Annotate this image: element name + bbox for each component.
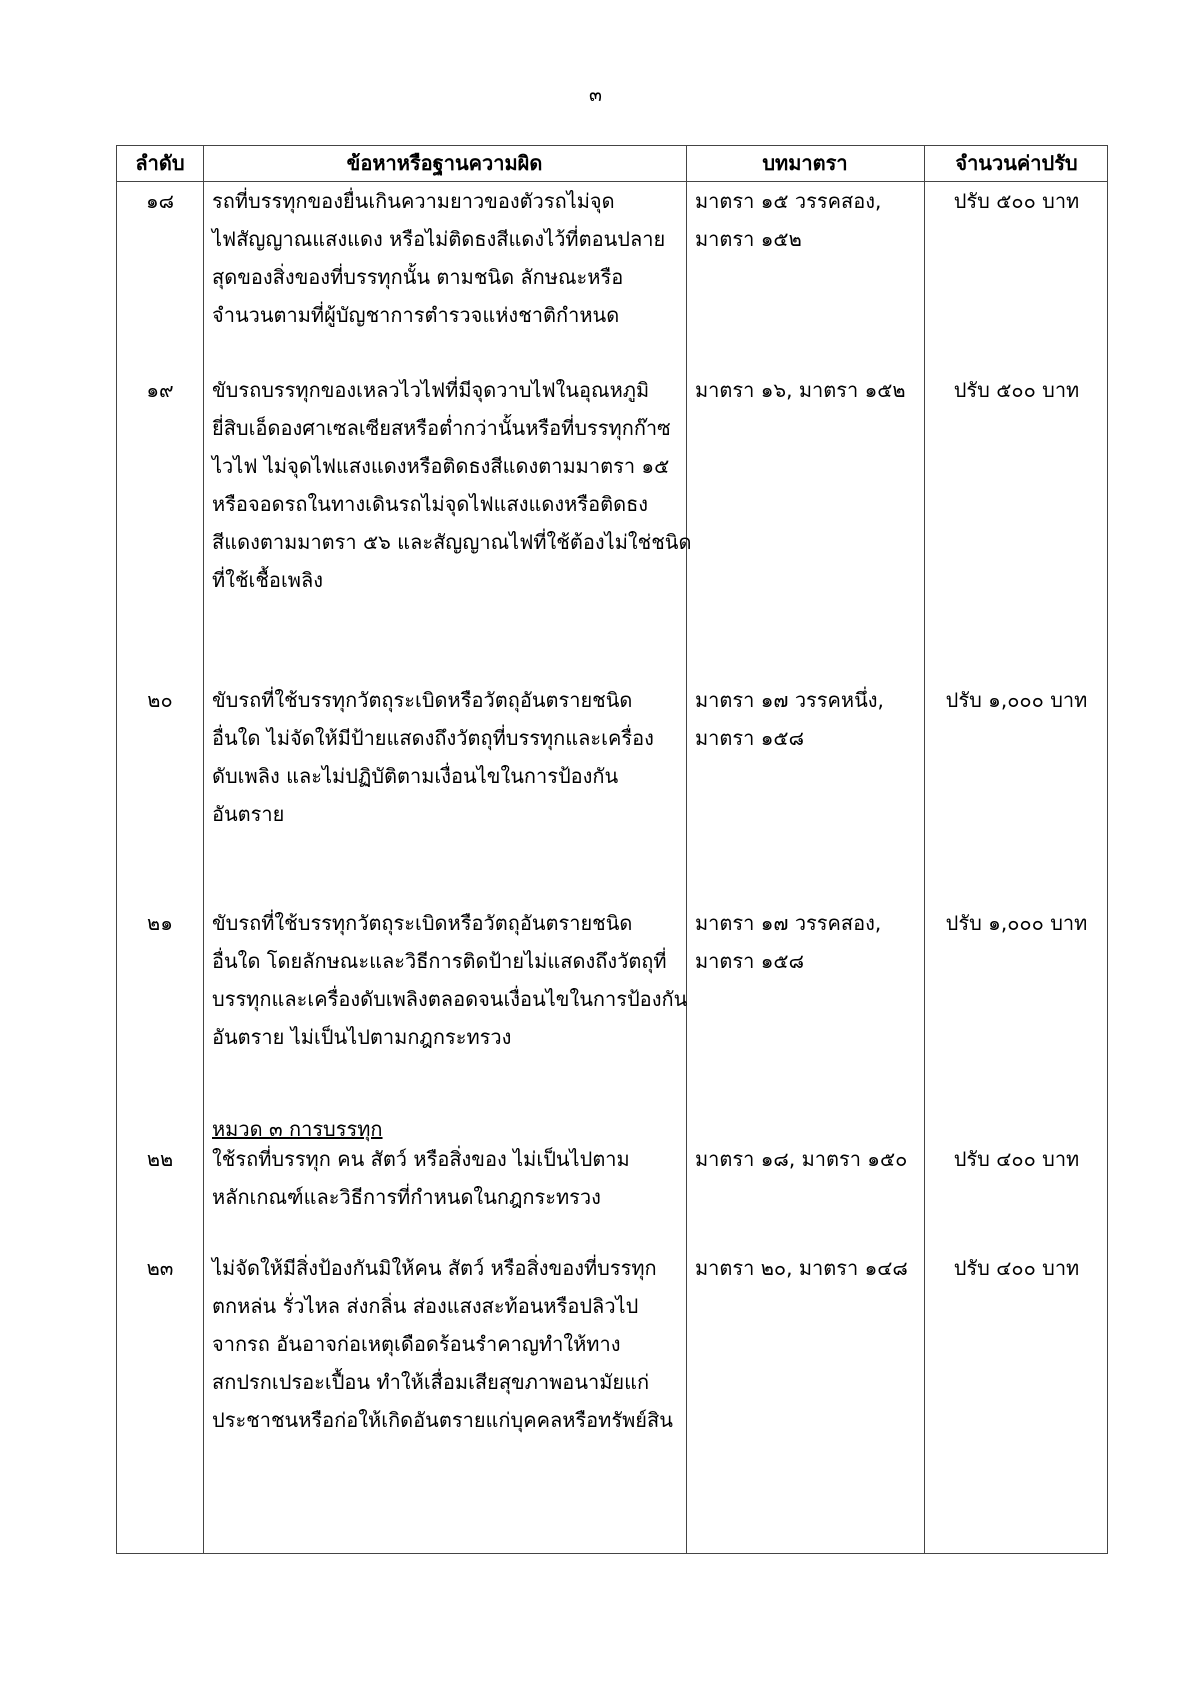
- fine-amount: ปรับ ๑,๐๐๐ บาท: [945, 911, 1088, 935]
- chapter-heading: หมวด ๓ การบรรทุก: [212, 1117, 383, 1141]
- fine-table: [116, 145, 1108, 1554]
- row-number: ๒๓: [146, 1256, 174, 1280]
- section-text: มาตรา ๑๘, มาตรา ๑๕๐: [695, 1147, 908, 1171]
- section-text: มาตรา ๒๐, มาตรา ๑๔๘: [695, 1256, 908, 1280]
- fine-amount: ปรับ ๑,๐๐๐ บาท: [945, 688, 1088, 712]
- row-number: ๒๒: [146, 1147, 174, 1171]
- offense-text: ใช้รถที่บรรทุก คน สัตว์ หรือสิ่งของ ไม่เป็นไปตาม หลักเกณฑ์และวิธีการที่กำหนดในกฎกระทรวง: [212, 1147, 630, 1209]
- column-divider: [686, 146, 687, 1553]
- row-number: ๒๑: [147, 911, 173, 935]
- fine-amount: ปรับ ๔๐๐ บาท: [953, 1147, 1080, 1171]
- header-order: ลำดับ: [135, 151, 185, 175]
- header-offense: ข้อหาหรือฐานความผิด: [346, 151, 543, 175]
- fine-amount: ปรับ ๕๐๐ บาท: [953, 189, 1080, 213]
- header-fine: จำนวนค่าปรับ: [955, 151, 1078, 175]
- section-text: มาตรา ๑๕ วรรคสอง, มาตรา ๑๕๒: [695, 189, 882, 251]
- offense-text: ขับรถบรรทุกของเหลวไวไฟที่มีจุดวาบไฟในอุณหภูมิ ยี่สิบเอ็ดองศาเซลเซียสหรือต่ำกว่านั้นหรือที่บรรทุกก๊าซ ไวไฟ ไม่จุดไฟแสงแดงหรือติดธงสีแดงตามมาตรา ๑๕ หรือจอดรถในทางเดินรถไม่จุดไฟแสงแดงหรือติดธง สีแดงตามมาตรา ๕๖ และสัญญาณไฟที่ใช้ต้องไม่ใช่ชนิด ที่ใช้เชื้อเพลิง: [212, 378, 692, 592]
- column-divider: [203, 146, 204, 1553]
- offense-text: ขับรถที่ใช้บรรทุกวัตถุระเบิดหรือวัตถุอันตรายชนิด อื่นใด ไม่จัดให้มีป้ายแสดงถึงวัตถุที่บรรทุกและเครื่อง ดับเพลิง และไม่ปฏิบัติตามเงื่อนไขในการป้องกัน อันตราย: [212, 688, 654, 826]
- offense-text: ไม่จัดให้มีสิ่งป้องกันมิให้คน สัตว์ หรือสิ่งของที่บรรทุก ตกหล่น รั่วไหล ส่งกลิ่น ส่องแสงสะท้อนหรือปลิวไป จากรถ อันอาจก่อเหตุเดือดร้อนรำคาญทำให้ทาง สกปรกเปรอะเปื้อน ทำให้เสื่อมเสียสุขภาพอนามัยแก่ ประชาชนหรือก่อให้เกิดอันตรายแก่บุคคลหรือทรัพย์สิน: [212, 1256, 673, 1432]
- section-text: มาตรา ๑๗ วรรคหนึ่ง, มาตรา ๑๕๘: [695, 688, 884, 750]
- column-divider: [924, 146, 925, 1553]
- row-number: ๒๐: [147, 688, 173, 712]
- offense-text: รถที่บรรทุกของยื่นเกินความยาวของตัวรถไม่จุด ไฟสัญญาณแสงแดง หรือไม่ติดธงสีแดงไว้ที่ตอนปลาย สุดของสิ่งของที่บรรทุกนั้น ตามชนิด ลักษณะหรือ จำนวนตามที่ผู้บัญชาการตำรวจแห่งชาติกำหนด: [212, 189, 666, 327]
- page-number: ๓: [589, 84, 602, 106]
- header-section: บทมาตรา: [762, 151, 848, 175]
- fine-amount: ปรับ ๔๐๐ บาท: [953, 1256, 1080, 1280]
- section-text: มาตรา ๑๗ วรรคสอง, มาตรา ๑๕๘: [695, 911, 882, 973]
- row-number: ๑๘: [145, 189, 175, 213]
- fine-amount: ปรับ ๕๐๐ บาท: [953, 378, 1080, 402]
- offense-text: ขับรถที่ใช้บรรทุกวัตถุระเบิดหรือวัตถุอันตรายชนิด อื่นใด โดยลักษณะและวิธีการติดป้ายไม่แสดงถึงวัตถุที่ บรรทุกและเครื่องดับเพลิงตลอดจนเงื่อนไขในการป้องกัน อันตราย ไม่เป็นไปตามกฎกระทรวง: [212, 911, 688, 1049]
- row-number: ๑๙: [146, 378, 174, 402]
- section-text: มาตรา ๑๖, มาตรา ๑๕๒: [695, 378, 906, 402]
